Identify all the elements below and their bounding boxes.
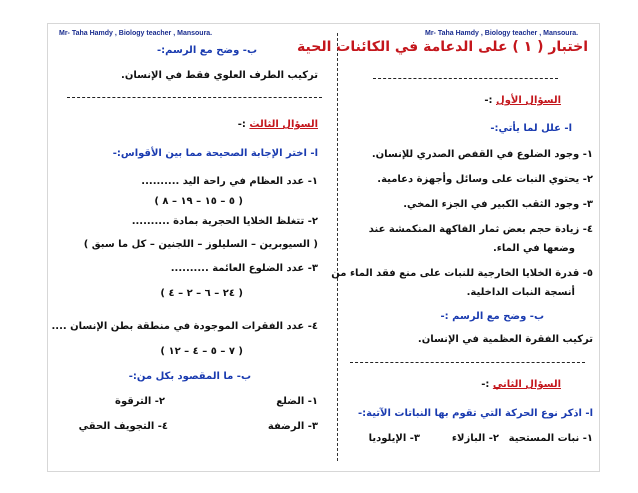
q2b-instruction: ب- وضح مع الرسم:-: [157, 45, 257, 56]
q1a-item-4a: ٤- زيادة حجم بعض ثمار الفاكهة المنكمشة عند: [368, 224, 593, 235]
q2-heading: [481, 380, 561, 390]
q2a-item-3: ٣- الإيلوديا: [368, 433, 420, 444]
q2b-rule: [67, 97, 322, 98]
q1a-item-3: ٣- وجود الثقب الكبير في الجزء المخي.: [403, 199, 593, 210]
q1-suffix: :-: [484, 95, 493, 106]
q2a-item-1: ١- نبات المستحية: [508, 433, 593, 444]
q1-heading: [484, 96, 561, 106]
title-rule: [373, 78, 558, 79]
q2a-item-2: ٢- البازلاء: [451, 433, 499, 444]
q1a-item-5b: أنسجة النبات الداخلية.: [466, 287, 575, 298]
exam-title: اختبار ( ١ ) على الدعامة في الكائنات الحية: [297, 39, 588, 55]
q1-label: السؤال الأول: [496, 95, 561, 106]
q3b-item-1: ١- الضلع: [276, 396, 318, 407]
header-right: Mr- Taha Hamdy , Biology teacher , Mansoura.: [425, 30, 579, 37]
q3a-instruction: ا- اختر الإجابة الصحيحة مما بين الأقواس:-: [112, 148, 318, 159]
q3a-choices-2: ( السيوبرين – السليلوز – اللجنين – كل ما سبق ): [83, 239, 318, 250]
q1a-item-5a: ٥- قدرة الخلايا الخارجية للنبات على منع فقد الماء من: [331, 268, 593, 279]
q2-suffix: :-: [481, 379, 490, 390]
q1a-item-4b: وضعها في الماء.: [492, 243, 575, 254]
q3b-item-2: ٢- الترقوة: [115, 396, 165, 407]
q3a-choices-3: ( ٢٤ – ٦ – ٢ – ٤ ): [160, 288, 243, 299]
q3b-item-4: ٤- التجويف الحقي: [78, 421, 168, 432]
q3a-item-4: ٤- عدد الفقرات الموجودة في منطقة بطن الإنسان ....: [51, 321, 318, 332]
q3a-item-1: ١- عدد العظام في راحة اليد ..........: [141, 176, 318, 187]
q3-label: السؤال الثالث: [249, 119, 318, 130]
q2a-instruction: ا- اذكر نوع الحركة التي تقوم بها النباتات الآتية:-: [358, 408, 593, 419]
q3a-item-2: ٢- تتغلظ الخلايا الحجرية بمادة ..........: [131, 216, 318, 227]
q1a-instruction: ا- علل لما يأتي:-: [490, 123, 572, 134]
q1b-text: تركيب الفقرة العظمية في الإنسان.: [417, 334, 593, 345]
header-left: Mr- Taha Hamdy , Biology teacher , Mansoura.: [59, 30, 213, 37]
q3a-item-3: ٣- عدد الضلوع العائمة ..........: [170, 263, 318, 274]
q2-label: السؤال الثاني: [492, 379, 561, 390]
q2b-text: تركيب الطرف العلوي فقط في الإنسان.: [121, 70, 318, 81]
q1a-item-2: ٢- يحتوي النبات على وسائل وأجهزة دعامية.: [377, 174, 593, 185]
q3-heading: [238, 120, 318, 130]
column-divider: [337, 33, 338, 461]
q3-suffix: :-: [237, 119, 246, 130]
q1b-instruction: ب- وضح مع الرسم :-: [440, 311, 544, 322]
q1b-rule: [350, 362, 585, 363]
q3b-instruction: ب- ما المقصود بكل من:-: [128, 371, 251, 382]
q3a-choices-1: ( ٥ – ١٥ – ١٩ – ٨ ): [154, 196, 243, 207]
q3b-item-3: ٣- الرضفة: [267, 421, 318, 432]
q1a-item-1: ١- وجود الضلوع في القفص الصدري للإنسان.: [371, 149, 593, 160]
q3a-choices-4: ( ٧ – ٥ – ٤ – ١٢ ): [160, 346, 243, 357]
